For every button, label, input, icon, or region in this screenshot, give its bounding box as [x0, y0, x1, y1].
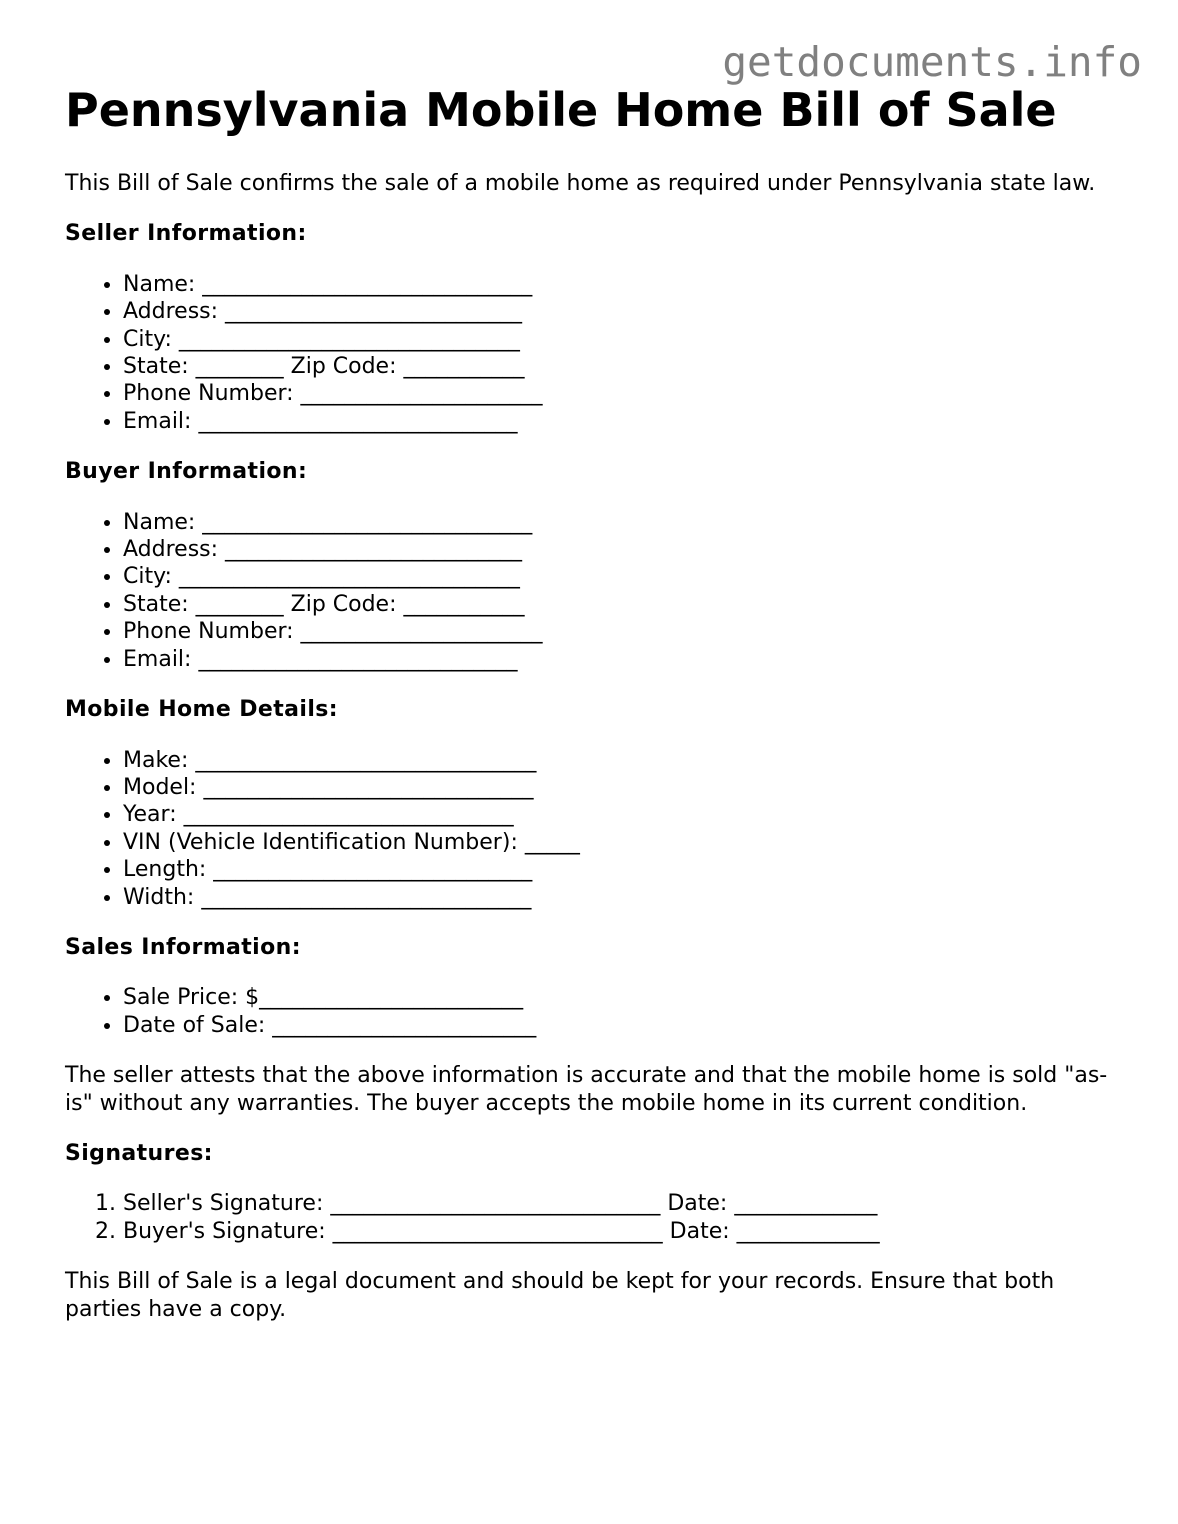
buyer-signature-field: 2. Buyer's Signature: ______________________________ Date: _____________ [123, 1218, 1125, 1245]
signatures-list [65, 1190, 1125, 1245]
make-field: • Make: _______________________________ [123, 747, 1125, 774]
seller-address-field: • Address: ___________________________ [123, 298, 1125, 325]
seller-info-heading: Seller Information: [65, 221, 307, 247]
vin-field: • VIN (Vehicle Identification Number): _____ [123, 829, 1125, 856]
buyer-email-field: • Email: _____________________________ [123, 646, 1125, 673]
closing-paragraph: This Bill of Sale is a legal document and should be kept for your records. Ensure that both parties have a copy. [65, 1269, 1055, 1322]
seller-state-zip-field: • State: ________ Zip Code: ___________ [123, 353, 1125, 380]
mobile-home-details-list [65, 747, 1125, 911]
buyer-info-list [65, 509, 1125, 673]
seller-email-field: • Email: _____________________________ [123, 408, 1125, 435]
sales-info-heading: Sales Information: [65, 934, 301, 960]
buyer-name-field: • Name: ______________________________ [123, 509, 1125, 536]
seller-name-field: • Name: ______________________________ [123, 271, 1125, 298]
buyer-city-field: • City: _______________________________ [123, 563, 1125, 590]
document-title: Pennsylvania Mobile Home Bill of Sale [65, 83, 1057, 137]
buyer-address-field: • Address: ___________________________ [123, 536, 1125, 563]
sale-price-field: • Sale Price: $________________________ [123, 984, 1125, 1011]
model-field: • Model: ______________________________ [123, 774, 1125, 801]
seller-city-field: • City: _______________________________ [123, 326, 1125, 353]
length-field: • Length: _____________________________ [123, 856, 1125, 883]
intro-paragraph: This Bill of Sale confirms the sale of a mobile home as required under Pennsylvania state law. [65, 171, 1096, 196]
width-field: • Width: ______________________________ [123, 884, 1125, 911]
buyer-state-zip-field: • State: ________ Zip Code: ___________ [123, 591, 1125, 618]
signatures-heading: Signatures: [65, 1140, 213, 1166]
mobile-home-details-heading: Mobile Home Details: [65, 697, 338, 723]
year-field: • Year: ______________________________ [123, 801, 1125, 828]
seller-info-list [65, 271, 1125, 435]
buyer-phone-field: • Phone Number: ______________________ [123, 618, 1125, 645]
seller-phone-field: • Phone Number: ______________________ [123, 380, 1125, 407]
sales-info-list [65, 984, 1125, 1039]
attestation-paragraph: The seller attests that the above information is accurate and that the mobile home is sold "as-is" without any warranties. The buyer accepts the mobile home in its current condition. [65, 1063, 1108, 1116]
seller-signature-field: 1. Seller's Signature: ______________________________ Date: _____________ [123, 1190, 1125, 1217]
buyer-info-heading: Buyer Information: [65, 459, 308, 485]
date-of-sale-field: • Date of Sale: ________________________ [123, 1012, 1125, 1039]
watermark-text: getdocuments.info [722, 38, 1142, 86]
document-page [65, 80, 1125, 1323]
